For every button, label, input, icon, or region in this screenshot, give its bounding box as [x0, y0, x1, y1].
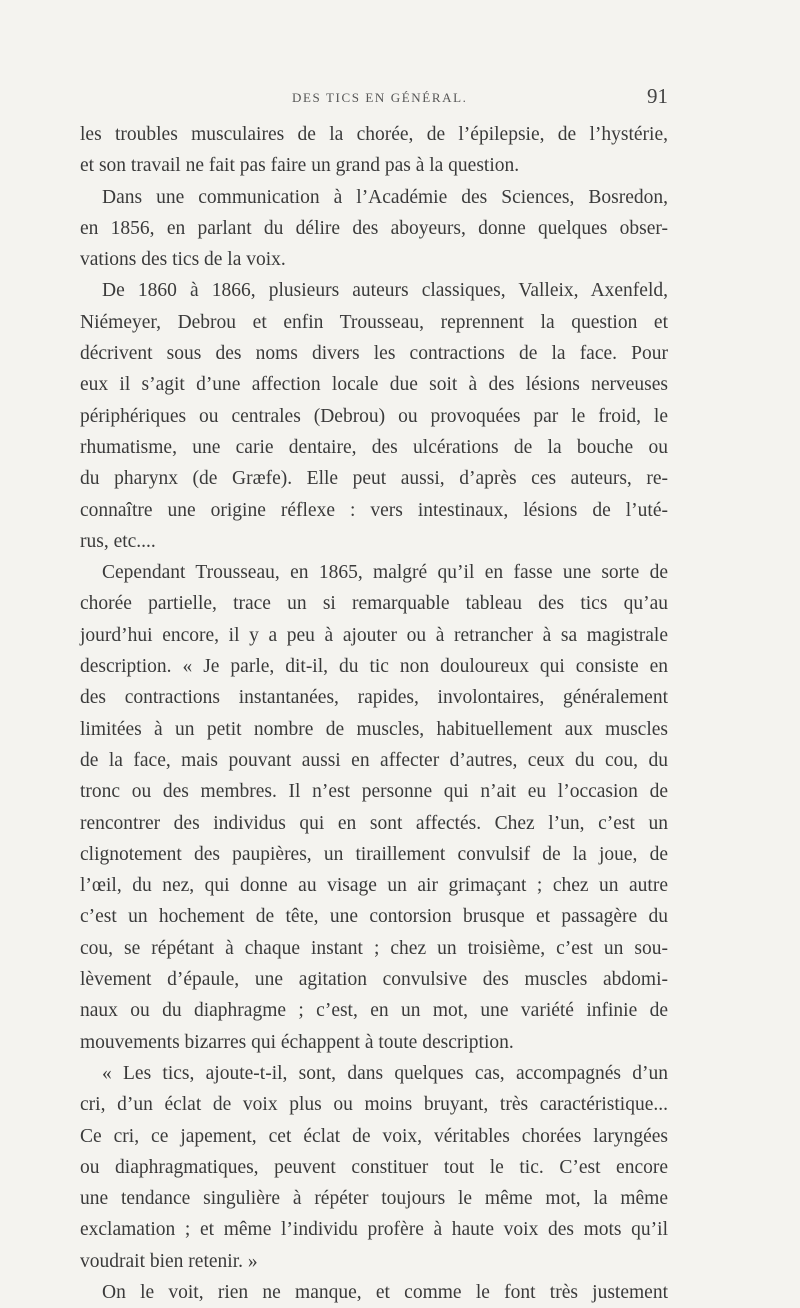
body-text: [80, 119, 668, 1308]
text-line: c’est un hochement de tête, une contorsion brusque et passagère du: [80, 906, 668, 928]
page-number: 91: [647, 84, 668, 108]
text-line: « Les tics, ajoute-t-il, sont, dans quelques cas, accompagnés d’un: [102, 1062, 668, 1084]
text-line: eux il s’agit d’une affection locale due soit à des lésions nerveuses: [80, 374, 668, 396]
text-line: Dans une communication à l’Académie des Sciences, Bosredon,: [102, 186, 668, 208]
text-line: rus, etc....: [80, 530, 156, 552]
text-line: et son travail ne fait pas faire un grand pas à la question.: [80, 155, 520, 177]
running-title: DES TICS EN GÉNÉRAL.: [292, 90, 468, 105]
text-line: cou, se répétant à chaque instant ; chez un troisième, c’est un sou-: [80, 937, 668, 959]
page-header: [80, 84, 668, 114]
text-line: limitées à un petit nombre de muscles, habituellement aux muscles: [80, 718, 668, 740]
text-line: rhumatisme, une carie dentaire, des ulcérations de la bouche ou: [80, 436, 668, 458]
text-line: les troubles musculaires de la chorée, de l’épilepsie, de l’hystérie,: [80, 124, 668, 145]
text-line: rencontrer des individus qui en sont affectés. Chez l’un, c’est un: [80, 812, 668, 834]
text-line: ou diaphragmatiques, peuvent constituer tout le tic. C’est encore: [80, 1156, 668, 1178]
text-line: lèvement d’épaule, une agitation convulsive des muscles abdomi-: [80, 969, 668, 991]
text-line: description. « Je parle, dit-il, du tic non douloureux qui consiste en: [80, 656, 668, 678]
text-line: vations des tics de la voix.: [80, 249, 286, 271]
text-line: en 1856, en parlant du délire des aboyeurs, donne quelques obser-: [80, 217, 668, 239]
text-line: Niémeyer, Debrou et enfin Trousseau, reprennent la question et: [80, 311, 668, 333]
text-line: connaître une origine réflexe : vers intestinaux, lésions de l’uté-: [80, 499, 668, 521]
text-line: jourd’hui encore, il y a peu à ajouter ou à retrancher à sa magistrale: [80, 624, 668, 646]
text-line: voudrait bien retenir. »: [80, 1250, 258, 1272]
text-line: Cependant Trousseau, en 1865, malgré qu’il en fasse une sorte de: [102, 562, 668, 584]
text-line: de la face, mais pouvant aussi en affecter d’autres, ceux du cou, du: [80, 749, 668, 771]
text-line: exclamation ; et même l’individu profère à haute voix des mots qu’il: [80, 1219, 668, 1241]
text-line: l’œil, du nez, qui donne au visage un air grimaçant ; chez un autre: [80, 875, 668, 897]
text-line: tronc ou des membres. Il n’est personne qui n’ait eu l’occasion de: [80, 781, 668, 803]
text-line: chorée partielle, trace un si remarquable tableau des tics qu’au: [80, 593, 668, 615]
text-line: De 1860 à 1866, plusieurs auteurs classiques, Valleix, Axenfeld,: [102, 280, 668, 302]
text-line: cri, d’un éclat de voix plus ou moins bruyant, très caractéristique...: [80, 1094, 668, 1116]
text-line: mouvements bizarres qui échappent à toute description.: [80, 1031, 514, 1053]
text-line: du pharynx (de Græfe). Elle peut aussi, d’après ces auteurs, re-: [80, 468, 668, 490]
text-line: Ce cri, ce japement, cet éclat de voix, véritables chorées laryngées: [80, 1125, 668, 1147]
text-line: On le voit, rien ne manque, et comme le font très justement: [102, 1281, 668, 1303]
text-line: décrivent sous des noms divers les contractions de la face. Pour: [80, 343, 668, 365]
text-line: naux ou du diaphragme ; c’est, en un mot, une variété infinie de: [80, 1000, 668, 1022]
text-line: périphériques ou centrales (Debrou) ou provoquées par le froid, le: [80, 405, 668, 427]
text-line: des contractions instantanées, rapides, involontaires, généralement: [80, 687, 668, 709]
text-line: clignotement des paupières, un tiraillement convulsif de la joue, de: [80, 843, 668, 865]
text-line: une tendance singulière à répéter toujours le même mot, la même: [80, 1188, 668, 1210]
